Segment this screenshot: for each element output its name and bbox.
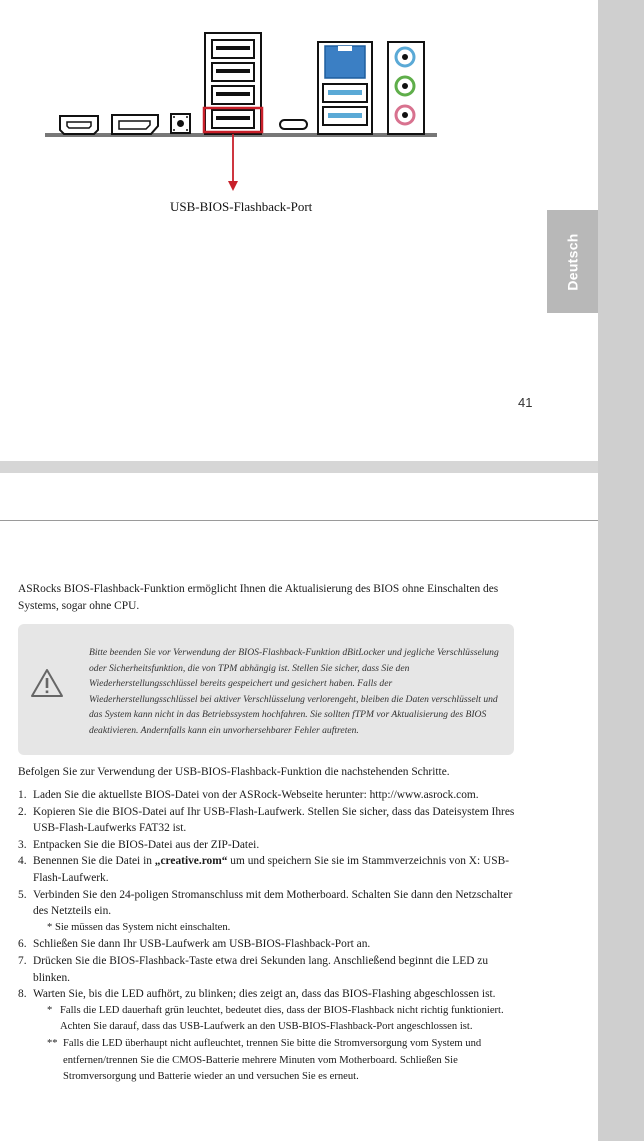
- step-text: [33, 853, 518, 886]
- step-text: [33, 887, 518, 937]
- note-text: Falls die LED dauerhaft grün leuchtet, bedeutet dies, dass der BIOS-Flashback nicht richtig funktioniert. Achten Sie darauf, dass das USB-Laufwerk an den USB-BIOS-Flashback-Port angeschlossen ist.: [60, 1004, 504, 1033]
- step-note: [33, 1003, 518, 1036]
- step-text: Drücken Sie die BIOS-Flashback-Taste etwa drei Sekunden lang. Anschließend beginnt die LED zu blinken.: [33, 954, 489, 984]
- pointer-arrow-head: [228, 181, 238, 191]
- step-number: 4.: [18, 855, 27, 868]
- list-item: [18, 953, 518, 986]
- warning-triangle-icon: [30, 668, 64, 698]
- language-tab-label-wrap: [547, 210, 598, 313]
- header-rule: [0, 520, 598, 521]
- usb-c-port-icon: [280, 120, 307, 129]
- step-number: 7.: [18, 954, 27, 967]
- side-margin-bar: [598, 0, 644, 1141]
- list-item: [18, 936, 518, 953]
- step-number: 6.: [18, 938, 27, 951]
- list-item: [18, 887, 518, 937]
- warning-text: Bitte beenden Sie vor Verwendung der BIOS-Flashback-Funktion dBitLocker und jegliche Verschlüsselung oder Sicherheitsfunktion, die von TPM abhängig ist. Stellen Sie sicher, dass Sie den Wiederherstellungsschlüssel bereits gespeichert und gesichert haben. Falls der Wiederherstellungsschlüssel bei aktiver Verschlüsselung verlorengeht, bleiben die Daten verschlüsselt und das System kann nicht in das Betriebssystem hochfahren. Sie sollten fTPM vor Aktualisierung des BIOS deaktivieren. Andernfalls kann ein unvorhersehbarer Fehler auftreten.: [89, 647, 499, 736]
- step-note: * Sie müssen das System nicht einschalten.: [47, 921, 231, 933]
- step-number: 2.: [18, 805, 27, 818]
- step-number: 1.: [18, 789, 27, 801]
- list-item: [18, 804, 518, 837]
- language-tab-label: Deutsch: [564, 232, 581, 291]
- step-number: 5.: [18, 888, 27, 901]
- step-text-before: Benennen Sie die Datei in: [33, 855, 155, 868]
- step-number: 3.: [18, 838, 27, 851]
- step-text: Kopieren Sie die BIOS-Datei auf Ihr USB-Flash-Laufwerk. Stellen Sie sicher, dass das Dateisystem Ihres USB-Flash-Laufwerks FAT32 ist.: [33, 805, 515, 835]
- list-item: [18, 986, 518, 1086]
- flashback-button-icon: [171, 114, 190, 133]
- hdmi-port-icon: [60, 116, 98, 134]
- step-text-main: Verbinden Sie den 24-poligen Stromanschluss mit dem Motherboard. Schalten Sie dann den Netzschalter des Netzteils ein.: [33, 888, 513, 918]
- step-number: 8.: [18, 988, 27, 1001]
- list-item: [18, 853, 518, 886]
- usb-stack-icon: [205, 33, 261, 134]
- step-text-after: um und speichern Sie sie im Stammverzeichnis von X: USB-Flash-Laufwerk.: [33, 855, 509, 884]
- io-panel-diagram: [0, 0, 598, 200]
- steps-list: [18, 787, 518, 1086]
- step-note: [33, 1036, 518, 1086]
- intro-paragraph: ASRocks BIOS-Flashback-Funktion ermöglicht Ihnen die Aktualisierung des BIOS ohne Einschalten des Systems, sogar ohne CPU.: [18, 583, 499, 612]
- step-text: Entpacken Sie die BIOS-Datei aus der ZIP-Datei.: [33, 838, 260, 851]
- step-text: Schließen Sie dann Ihr USB-Laufwerk am USB-BIOS-Flashback-Port an.: [33, 938, 371, 951]
- steps-heading: Befolgen Sie zur Verwendung der USB-BIOS-Flashback-Funktion die nachstehenden Schritte.: [18, 766, 450, 778]
- note-marker: **: [47, 1037, 58, 1049]
- note-text: Falls die LED überhaupt nicht aufleuchtet, trennen Sie bitte die Stromversorgung vom System und entfernen/trennen Sie die CMOS-Batterie mehrere Minuten vom Motherboard. Schließen Sie Stromversorgung und Batterie wieder an und versuchen Sie es erneut.: [63, 1037, 482, 1083]
- list-item: [18, 837, 518, 854]
- filename-emphasis: „creative.rom“: [154, 855, 228, 868]
- displayport-icon: [112, 115, 158, 134]
- step-text: [33, 986, 518, 1086]
- flashback-port-label: USB-BIOS-Flashback-Port: [170, 199, 313, 214]
- step-text-main: Warten Sie, bis die LED aufhört, zu blinken; dies zeigt an, dass das BIOS-Flashing abgeschlossen ist.: [33, 988, 496, 1001]
- list-item: [18, 787, 518, 804]
- lan-usb-block-icon: [318, 42, 372, 134]
- note-marker: *: [47, 1004, 53, 1016]
- step-text: Laden Sie die aktuellste BIOS-Datei von der ASRock-Webseite herunter: http://www.asrock.com.: [33, 789, 479, 801]
- page-separator-band: [0, 461, 598, 473]
- audio-jacks-icon: [388, 42, 424, 134]
- page-number: 41: [518, 395, 533, 410]
